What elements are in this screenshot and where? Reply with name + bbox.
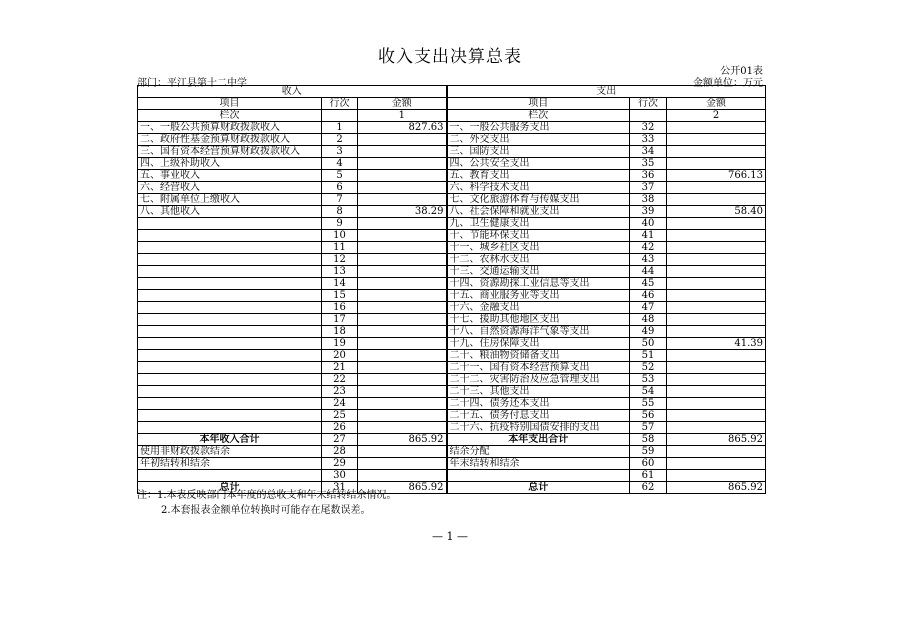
expense-amount-cell: 41.39 <box>667 338 766 350</box>
income-rowno-cell: 27 <box>322 434 358 446</box>
table-row <box>138 326 766 338</box>
income-rowno-cell: 30 <box>322 470 358 482</box>
expense-item-cell: 十八、自然资源海洋气象等支出 <box>447 326 630 338</box>
income-amount-cell <box>358 158 447 170</box>
income-amount-cell: 827.63 <box>358 122 447 134</box>
expense-rowno-cell: 56 <box>630 410 667 422</box>
header-row-columns <box>138 98 766 110</box>
expense-item-cell: 本年支出合计 <box>447 434 630 446</box>
income-item-cell: 使用非财政拨款结余 <box>138 446 322 458</box>
expense-item-cell: 十五、商业服务业等支出 <box>447 290 630 302</box>
expense-rowno-cell: 41 <box>630 230 667 242</box>
income-amount-cell <box>358 422 447 434</box>
expense-rowno-cell: 45 <box>630 278 667 290</box>
expense-amount-cell <box>667 350 766 362</box>
expense-rowno-cell: 61 <box>630 470 667 482</box>
table-row <box>138 230 766 242</box>
table-row <box>138 122 766 134</box>
table-row <box>138 254 766 266</box>
income-item-cell <box>138 230 322 242</box>
expense-item-cell: 七、文化旅游体育与传媒支出 <box>447 194 630 206</box>
income-rowno-cell: 21 <box>322 362 358 374</box>
expense-amount-cell: 58.40 <box>667 206 766 218</box>
table-row <box>138 302 766 314</box>
income-amount-cell <box>358 338 447 350</box>
income-amount-cell <box>358 458 447 470</box>
income-col-label: 栏次 <box>138 110 322 122</box>
expense-item-cell: 十七、援助其他地区支出 <box>447 314 630 326</box>
income-amount-cell: 865.92 <box>358 482 447 494</box>
expense-item-cell: 十一、城乡社区支出 <box>447 242 630 254</box>
expense-rowno-cell: 33 <box>630 134 667 146</box>
page-title: 收入支出决算总表 <box>378 47 522 67</box>
income-rowno-cell: 16 <box>322 302 358 314</box>
expense-amount-cell <box>667 326 766 338</box>
income-item-cell <box>138 302 322 314</box>
table-row <box>138 386 766 398</box>
expense-item-header: 项目 <box>447 98 630 110</box>
expense-amount-cell <box>667 158 766 170</box>
expense-amount-cell <box>667 278 766 290</box>
income-item-cell <box>138 410 322 422</box>
expense-rowno-cell: 40 <box>630 218 667 230</box>
expense-item-cell: 年末结转和结余 <box>447 458 630 470</box>
expense-rowno-cell: 62 <box>630 482 667 494</box>
income-amount-cell <box>358 194 447 206</box>
income-amount-cell: 38.29 <box>358 206 447 218</box>
income-item-cell <box>138 374 322 386</box>
expense-item-cell: 二十四、债务还本支出 <box>447 398 630 410</box>
income-rowno-cell: 23 <box>322 386 358 398</box>
income-amount-cell <box>358 410 447 422</box>
income-item-cell <box>138 326 322 338</box>
table-row <box>138 398 766 410</box>
income-item-cell <box>138 338 322 350</box>
table-row <box>138 338 766 350</box>
table-row <box>138 374 766 386</box>
expense-rowno-cell: 44 <box>630 266 667 278</box>
income-item-cell: 四、上级补助收入 <box>138 158 322 170</box>
income-item-cell <box>138 386 322 398</box>
income-item-cell: 二、政府性基金预算财政拨款收入 <box>138 134 322 146</box>
income-amount-cell <box>358 242 447 254</box>
expense-amount-cell <box>667 398 766 410</box>
expense-amount-cell <box>667 290 766 302</box>
expense-amount-cell <box>667 386 766 398</box>
income-rowno-cell: 10 <box>322 230 358 242</box>
expense-amount-cell <box>667 146 766 158</box>
income-rowno-cell: 17 <box>322 314 358 326</box>
expense-item-cell: 五、教育支出 <box>447 170 630 182</box>
footnote-1: 注：1.本表反映部门本年度的总收支和年末结转结余情况。 <box>137 490 397 501</box>
expense-item-cell: 八、社会保障和就业支出 <box>447 206 630 218</box>
expense-rowno-cell: 37 <box>630 182 667 194</box>
expense-item-cell <box>447 470 630 482</box>
expense-amount-cell <box>667 266 766 278</box>
income-amount-cell <box>358 350 447 362</box>
income-item-cell: 五、事业收入 <box>138 170 322 182</box>
income-amount-cell: 865.92 <box>358 434 447 446</box>
income-amount-cell <box>358 182 447 194</box>
income-amount-cell <box>358 362 447 374</box>
page-number: — 1 — <box>432 530 468 543</box>
table-row <box>138 362 766 374</box>
income-rowno-cell: 14 <box>322 278 358 290</box>
income-amount-cell <box>358 326 447 338</box>
expense-amount-cell <box>667 470 766 482</box>
table-row <box>138 470 766 482</box>
income-rowno-cell: 4 <box>322 158 358 170</box>
expense-amount-cell <box>667 230 766 242</box>
income-rowno-cell: 5 <box>322 170 358 182</box>
income-item-cell <box>138 470 322 482</box>
income-item-header: 项目 <box>138 98 322 110</box>
expense-amount-cell <box>667 218 766 230</box>
expense-item-cell: 十、节能环保支出 <box>447 230 630 242</box>
income-amount-cell <box>358 386 447 398</box>
income-item-cell: 八、其他收入 <box>138 206 322 218</box>
expense-amount-header: 金额 <box>667 98 766 110</box>
income-col-blank <box>322 110 358 122</box>
expense-amount-cell: 865.92 <box>667 434 766 446</box>
income-rowno-cell: 20 <box>322 350 358 362</box>
expense-rowno-cell: 47 <box>630 302 667 314</box>
form-code: 公开01表 <box>720 66 763 77</box>
header-row-section <box>138 86 766 98</box>
expense-rowno-cell: 55 <box>630 398 667 410</box>
expense-rowno-cell: 59 <box>630 446 667 458</box>
expense-rowno-cell: 60 <box>630 458 667 470</box>
table-row <box>138 446 766 458</box>
expense-item-cell: 十二、农林水支出 <box>447 254 630 266</box>
income-item-cell: 七、附属单位上缴收入 <box>138 194 322 206</box>
expense-rowno-cell: 38 <box>630 194 667 206</box>
income-amount-cell <box>358 266 447 278</box>
income-amount-cell <box>358 278 447 290</box>
income-amount-cell <box>358 446 447 458</box>
expense-amount-cell <box>667 194 766 206</box>
income-rowno-cell: 31 <box>322 482 358 494</box>
income-rowno-header: 行次 <box>322 98 358 110</box>
expense-rowno-cell: 36 <box>630 170 667 182</box>
expense-rowno-cell: 39 <box>630 206 667 218</box>
table-row <box>138 182 766 194</box>
table-row <box>138 194 766 206</box>
department-label: 部门：平江县第十二中学 <box>137 78 247 89</box>
table-row <box>138 134 766 146</box>
income-rowno-cell: 15 <box>322 290 358 302</box>
table-row <box>138 410 766 422</box>
expense-amount-cell: 865.92 <box>667 482 766 494</box>
expense-col-label: 栏次 <box>447 110 630 122</box>
table-row <box>138 314 766 326</box>
income-item-cell: 一、一般公共预算财政拨款收入 <box>138 122 322 134</box>
expense-amount-cell <box>667 410 766 422</box>
expense-amount-cell <box>667 254 766 266</box>
income-rowno-cell: 6 <box>322 182 358 194</box>
expense-rowno-cell: 32 <box>630 122 667 134</box>
income-item-cell: 年初结转和结余 <box>138 458 322 470</box>
income-col-number: 1 <box>358 110 447 122</box>
income-rowno-cell: 26 <box>322 422 358 434</box>
income-rowno-cell: 7 <box>322 194 358 206</box>
income-item-cell <box>138 278 322 290</box>
income-item-cell: 三、国有资本经营预算财政拨款收入 <box>138 146 322 158</box>
expense-item-cell: 二十三、其他支出 <box>447 386 630 398</box>
income-amount-cell <box>358 134 447 146</box>
income-item-cell <box>138 314 322 326</box>
income-amount-cell <box>358 314 447 326</box>
income-item-cell <box>138 290 322 302</box>
expense-item-cell: 二十一、国有资本经营预算支出 <box>447 362 630 374</box>
expense-item-cell: 三、国防支出 <box>447 146 630 158</box>
expense-item-cell: 十四、资源勘探工业信息等支出 <box>447 278 630 290</box>
table-row <box>138 350 766 362</box>
expense-rowno-cell: 43 <box>630 254 667 266</box>
expense-item-cell: 总计 <box>447 482 630 494</box>
expense-header: 支出 <box>447 86 766 98</box>
income-rowno-cell: 18 <box>322 326 358 338</box>
expense-amount-cell <box>667 422 766 434</box>
expense-item-cell: 二十、粮油物资储备支出 <box>447 350 630 362</box>
income-item-cell <box>138 350 322 362</box>
expense-amount-cell <box>667 134 766 146</box>
income-amount-cell <box>358 230 447 242</box>
table-row <box>138 434 766 446</box>
table-row <box>138 290 766 302</box>
expense-item-cell: 结余分配 <box>447 446 630 458</box>
income-item-cell <box>138 218 322 230</box>
expense-rowno-cell: 48 <box>630 314 667 326</box>
expense-amount-cell <box>667 302 766 314</box>
expense-rowno-cell: 58 <box>630 434 667 446</box>
expense-amount-cell: 766.13 <box>667 170 766 182</box>
expense-rowno-cell: 57 <box>630 422 667 434</box>
expense-rowno-header: 行次 <box>630 98 667 110</box>
expense-amount-cell <box>667 374 766 386</box>
income-rowno-cell: 24 <box>322 398 358 410</box>
income-item-cell: 总计 <box>138 482 322 494</box>
expense-amount-cell <box>667 362 766 374</box>
expense-item-cell: 二十五、债务付息支出 <box>447 410 630 422</box>
income-amount-cell <box>358 302 447 314</box>
table-row <box>138 458 766 470</box>
expense-item-cell: 九、卫生健康支出 <box>447 218 630 230</box>
expense-item-cell: 二、外交支出 <box>447 134 630 146</box>
expense-rowno-cell: 49 <box>630 326 667 338</box>
income-rowno-cell: 3 <box>322 146 358 158</box>
income-rowno-cell: 8 <box>322 206 358 218</box>
table-row <box>138 158 766 170</box>
expense-item-cell: 二十六、抗疫特别国债安排的支出 <box>447 422 630 434</box>
expense-rowno-cell: 50 <box>630 338 667 350</box>
expense-item-cell: 二十二、灾害防治及应急管理支出 <box>447 374 630 386</box>
expense-item-cell: 十六、金融支出 <box>447 302 630 314</box>
income-amount-cell <box>358 146 447 158</box>
income-header: 收入 <box>138 86 447 98</box>
income-rowno-cell: 2 <box>322 134 358 146</box>
table-row <box>138 242 766 254</box>
expense-rowno-cell: 46 <box>630 290 667 302</box>
income-rowno-cell: 1 <box>322 122 358 134</box>
table-row <box>138 422 766 434</box>
income-amount-cell <box>358 398 447 410</box>
income-item-cell <box>138 362 322 374</box>
table-row <box>138 170 766 182</box>
amount-unit-label: 金额单位：万元 <box>693 78 763 89</box>
income-amount-cell <box>358 470 447 482</box>
expense-item-cell: 四、公共安全支出 <box>447 158 630 170</box>
table-row <box>138 146 766 158</box>
expense-item-cell: 一、一般公共服务支出 <box>447 122 630 134</box>
income-item-cell <box>138 422 322 434</box>
income-item-cell <box>138 254 322 266</box>
expense-amount-cell <box>667 122 766 134</box>
budget-table <box>137 85 766 494</box>
income-rowno-cell: 28 <box>322 446 358 458</box>
header-row-column-numbers <box>138 110 766 122</box>
footnotes <box>137 488 397 518</box>
expense-amount-cell <box>667 458 766 470</box>
expense-item-cell: 十三、交通运输支出 <box>447 266 630 278</box>
income-rowno-cell: 29 <box>322 458 358 470</box>
income-amount-cell <box>358 290 447 302</box>
expense-rowno-cell: 51 <box>630 350 667 362</box>
expense-item-cell: 六、科学技术支出 <box>447 182 630 194</box>
table-row <box>138 218 766 230</box>
expense-amount-cell <box>667 314 766 326</box>
income-amount-cell <box>358 254 447 266</box>
income-rowno-cell: 19 <box>322 338 358 350</box>
table-row <box>138 206 766 218</box>
income-rowno-cell: 25 <box>322 410 358 422</box>
income-item-cell <box>138 398 322 410</box>
table-row <box>138 278 766 290</box>
income-item-cell <box>138 242 322 254</box>
income-amount-header: 金额 <box>358 98 447 110</box>
expense-col-blank <box>630 110 667 122</box>
income-item-cell <box>138 266 322 278</box>
expense-amount-cell <box>667 242 766 254</box>
income-amount-cell <box>358 170 447 182</box>
expense-rowno-cell: 54 <box>630 386 667 398</box>
footnote-2: 2.本套报表金额单位转换时可能存在尾数误差。 <box>161 505 371 516</box>
income-amount-cell <box>358 374 447 386</box>
income-amount-cell <box>358 218 447 230</box>
income-rowno-cell: 22 <box>322 374 358 386</box>
expense-col-number: 2 <box>667 110 766 122</box>
income-rowno-cell: 12 <box>322 254 358 266</box>
expense-rowno-cell: 34 <box>630 146 667 158</box>
expense-rowno-cell: 52 <box>630 362 667 374</box>
table-row <box>138 266 766 278</box>
income-rowno-cell: 9 <box>322 218 358 230</box>
expense-rowno-cell: 35 <box>630 158 667 170</box>
income-rowno-cell: 13 <box>322 266 358 278</box>
expense-amount-cell <box>667 446 766 458</box>
expense-rowno-cell: 42 <box>630 242 667 254</box>
expense-item-cell: 十九、住房保障支出 <box>447 338 630 350</box>
income-item-cell: 本年收入合计 <box>138 434 322 446</box>
income-item-cell: 六、经营收入 <box>138 182 322 194</box>
expense-amount-cell <box>667 182 766 194</box>
income-rowno-cell: 11 <box>322 242 358 254</box>
expense-rowno-cell: 53 <box>630 374 667 386</box>
